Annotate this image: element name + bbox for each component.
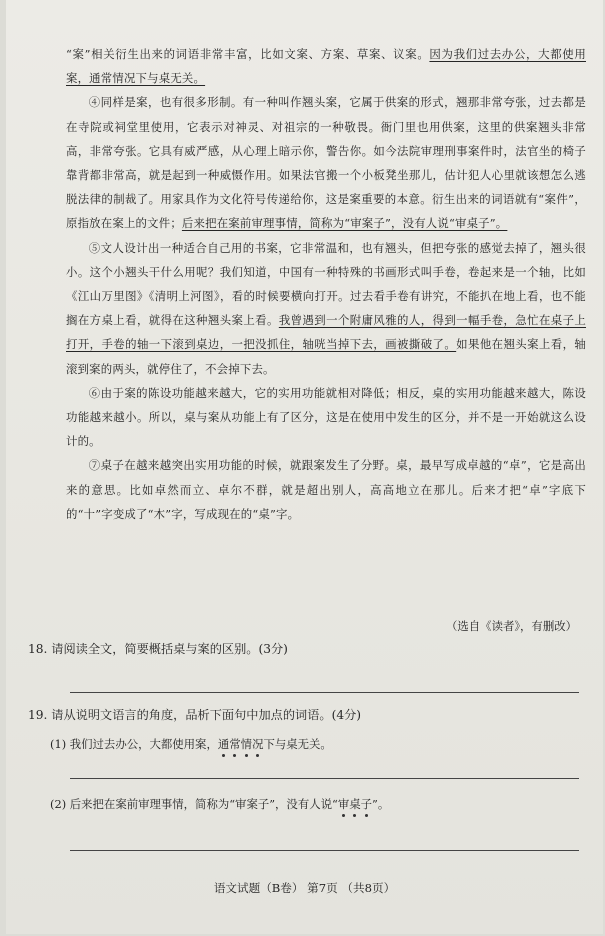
- exam-page: [6, 0, 603, 934]
- source-citation: （选自《读者》，有删改）: [446, 619, 577, 633]
- passage-text: ⑤文人设计出一种适合自己用的书案，它非常温和，也有翘头，但把夸张的感觉去掉了，翘头很小。这个小翘头干什么用呢？我们知道，中国有一种特殊的书画形式叫手卷，卷起来是一个轴，比如《江山万里图》《清明上河图》，看的时候要横向打开。过去看手卷有讲究，不能扒在地上看，也不能搁在方桌上看，就得在这种翘头案上看。: [66, 240, 586, 328]
- page-footer: 语文试题（B卷） 第7页 （共8页）: [213, 881, 396, 895]
- answer-line-18[interactable]: [70, 692, 579, 693]
- dotted-char: 子: [360, 797, 373, 811]
- question-19-1: (1) 我们过去办公，大都使用案，通常情况下与桌无关。: [50, 737, 332, 751]
- dotted-char: 审: [337, 797, 350, 811]
- passage-text: “案”相关衍生出来的词语非常丰富，比如文案、方案、草案、议案。: [66, 47, 430, 61]
- answer-line-19-2[interactable]: [70, 850, 579, 851]
- reading-passage: [66, 42, 586, 526]
- dotted-char: 桌: [349, 797, 361, 811]
- paragraph-7: ⑦桌子在越来越突出实用功能的时候，就跟案发生了分野。桌，最早写成卓越的“卓”，它是高出来的意思。比如卓然而立、卓尔不群，就是超出别人，高高地立在那儿。后来才把“卓”字底下的“十”字变成了“木”字，写成现在的“桌”字。: [66, 458, 586, 521]
- paragraph-4: [66, 90, 586, 235]
- underlined-sentence-3: 我曾遇到一个附庸风雅的人，得到一幅手卷，急忙在桌子上打开，手卷的轴一下滚到桌边，一把没抓住，轴咣当掉下去，画被撕破了。: [66, 313, 587, 352]
- dotted-char: 常: [229, 737, 241, 751]
- dotted-char: 通: [217, 737, 230, 751]
- paragraph-5: [66, 236, 586, 381]
- paragraph-6: ⑥由于案的陈设功能越来越大，它的实用功能就相对降低；相反，桌的实用功能越来越大，陈设功能越来越小。所以，桌与案从功能上有了区分，这是在使用中发生的区分，并不是一开始就这么设计的。: [66, 385, 586, 449]
- question-18: 18. 请阅读全文，简要概括桌与案的区别。(3分): [28, 642, 288, 656]
- underlined-sentence-1: 因为我们过去办公，大都使用案，通常情况下与桌无关。: [66, 47, 586, 86]
- passage-text: ④同样是案，也有很多形制。有一种叫作翘头案，它属于供案的形式，翘那非常夸张，过去都是在寺院或祠堂里使用，它表示对神灵、对祖宗的一种敬畏。衙门里也用供案，这里的供案翘头非常高，非常夸张。它具有威严感，从心理上暗示你，警告你。如今法院审理刑事案件时，法官坐的椅子靠背都非常高，就是起到一种威慑作用。如果法官搬一个小板凳坐那儿，估计犯人心里就该想怎么逃脱法律的制裁了。用家具作为文化符号传递给你，这是案重要的本意。衍生出来的词语就有“案件”，原指放在案上的文件；: [66, 95, 586, 231]
- question-19-2: (2) 后来把在案前审理事情，简称为“审案子”，没有人说“审桌子”。: [50, 797, 390, 811]
- paragraph-3-end: [66, 42, 586, 90]
- answer-line-19-1[interactable]: [70, 778, 579, 779]
- underlined-sentence-2: 后来把在案前审理事情，简称为“审案子”，没有人说“审桌子”。: [181, 216, 508, 231]
- question-19: 19. 请从说明文语言的角度，品析下面句中加点的词语。(4分): [28, 708, 362, 722]
- dotted-char: 况: [252, 737, 264, 751]
- dotted-char: 情: [240, 737, 253, 751]
- passage-text: 如果他在翘头案上看，轴滚到案的两头，就停住了，不会掉下去。: [66, 337, 586, 376]
